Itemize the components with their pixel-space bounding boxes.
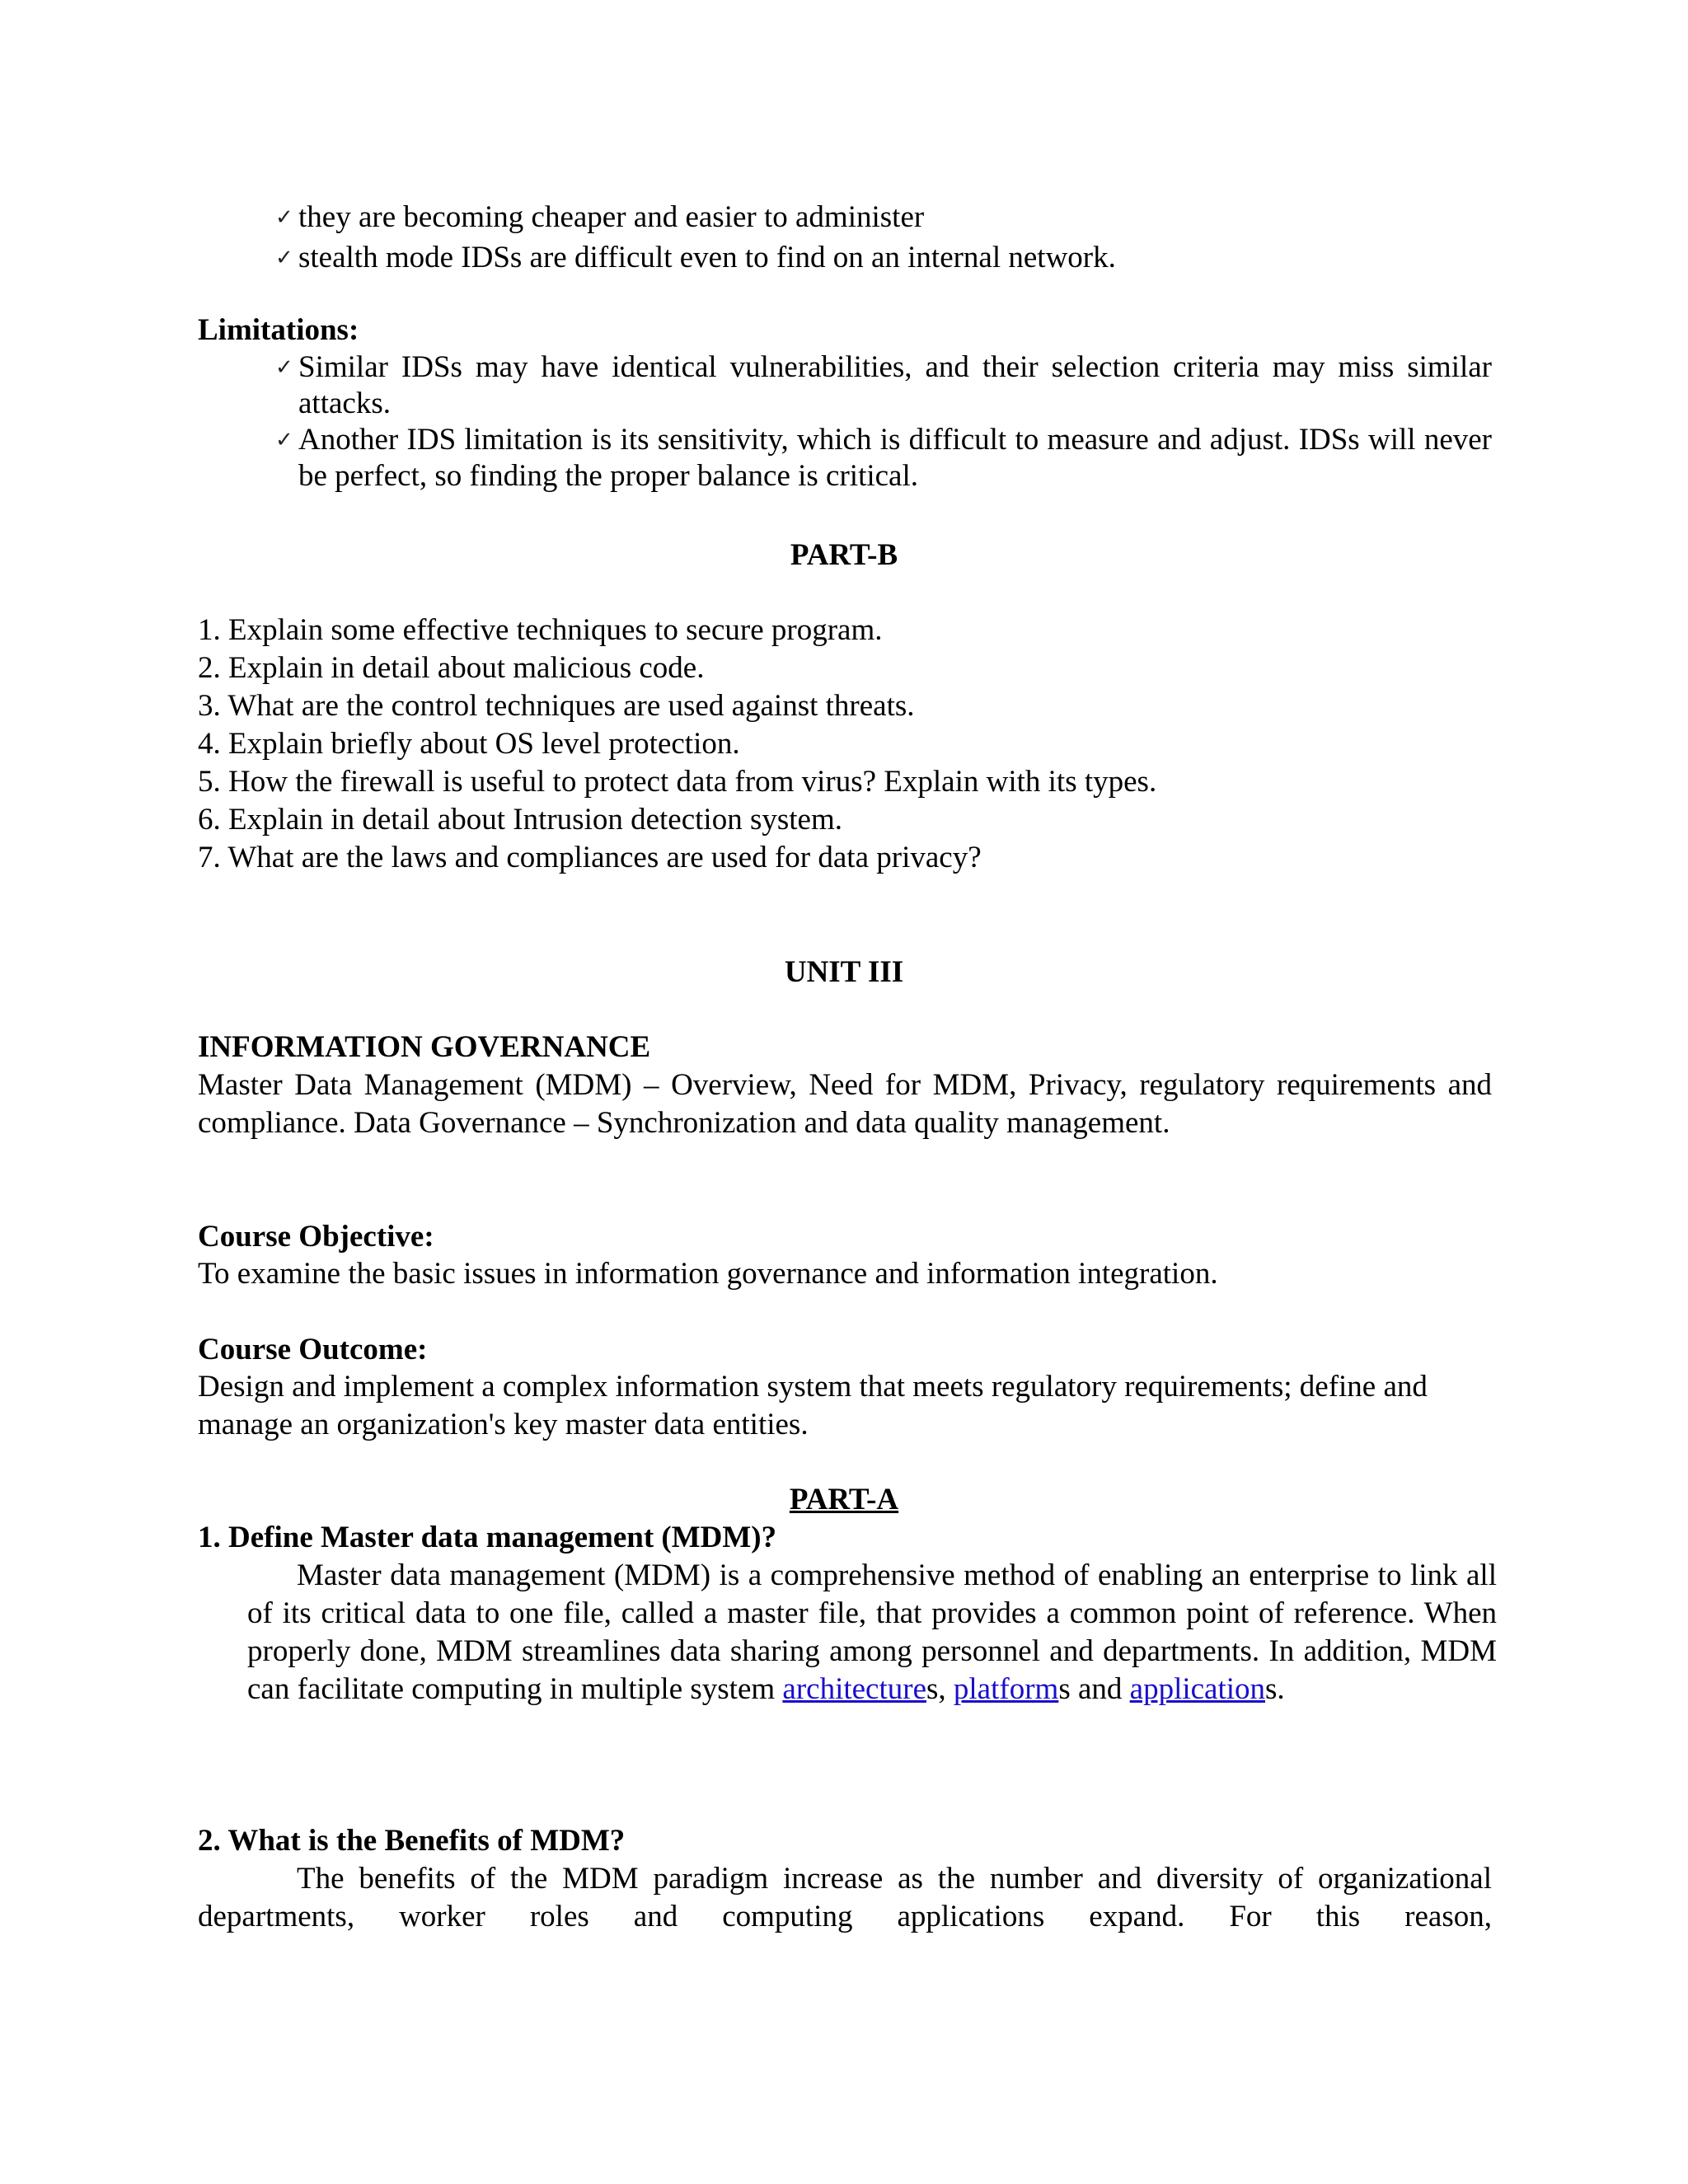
list-item: 4. Explain briefly about OS level protection. (198, 727, 740, 761)
list-item: 6. Explain in detail about Intrusion detection system. (198, 803, 842, 837)
list-item: ✓ Similar IDSs may have identical vulnerabilities, and their selection criteria may miss similar attacks. (275, 350, 1492, 420)
question-2-title: 2. What is the Benefits of MDM? (198, 1824, 626, 1858)
limitations-list (198, 349, 1492, 494)
checkmark-bullet-icon: ✓ (275, 428, 293, 452)
checkmark-bullet-icon: ✓ (275, 205, 293, 229)
unit-heading: UNIT III (784, 955, 904, 989)
architecture-link[interactable]: architecture (782, 1672, 926, 1706)
limitations-heading: Limitations: (198, 313, 359, 347)
list-item: 2. Explain in detail about malicious code. (198, 651, 705, 685)
advantages-list (198, 199, 1492, 277)
application-link[interactable]: application (1129, 1672, 1266, 1706)
question-2-answer: The benefits of the MDM paradigm increase as the number and diversity of organizational departments, worker roles and computing applications expand. For this reason, (198, 1862, 1492, 1933)
list-item: 7. What are the laws and compliances are used for data privacy? (198, 841, 982, 874)
part-b-questions (198, 612, 1517, 877)
question-1-answer: Master data management (MDM) is a comprehensive method of enabling an enterprise to link all of its critical data to one file, called a master file, that provides a common point of reference. When properly done, MDM streamlines data sharing among personnel and departments. In addition, MDM can facilitate computing in multiple system architectures, platforms and applications. (247, 1558, 1497, 1706)
part-b-heading: PART-B (790, 538, 898, 572)
list-item: 3. What are the control techniques are used against threats. (198, 689, 915, 723)
checkmark-bullet-icon: ✓ (275, 355, 293, 379)
checkmark-bullet-icon: ✓ (275, 246, 293, 269)
course-outcome-heading: Course Outcome: (198, 1333, 428, 1366)
course-outcome-text: Design and implement a complex information system that meets regulatory requirements; define and manage an organization's key master data entities. (198, 1370, 1428, 1441)
question-1-title: 1. Define Master data management (MDM)? (198, 1521, 777, 1554)
part-a-heading: PART-A (789, 1483, 899, 1516)
unit-title: INFORMATION GOVERNANCE (198, 1030, 651, 1064)
list-item: 1. Explain some effective techniques to secure program. (198, 613, 883, 647)
unit-syllabus: Master Data Management (MDM) – Overview, Need for MDM, Privacy, regulatory requirements and compliance. Data Governance – Synchronization and data quality management. (198, 1068, 1492, 1140)
list-item: ✓ Another IDS limitation is its sensitivity, which is difficult to measure and adjust. IDSs will never be perfect, so finding the proper balance is critical. (275, 423, 1492, 493)
platform-link[interactable]: platform (953, 1672, 1059, 1706)
list-item: ✓ they are becoming cheaper and easier to administer (198, 199, 1492, 237)
list-item: ✓ stealth mode IDSs are difficult even to find on an internal network. (198, 239, 1492, 277)
course-objective-text: To examine the basic issues in information governance and information integration. (198, 1257, 1218, 1291)
course-objective-heading: Course Objective: (198, 1220, 434, 1254)
list-item: 5. How the firewall is useful to protect data from virus? Explain with its types. (198, 765, 1157, 799)
